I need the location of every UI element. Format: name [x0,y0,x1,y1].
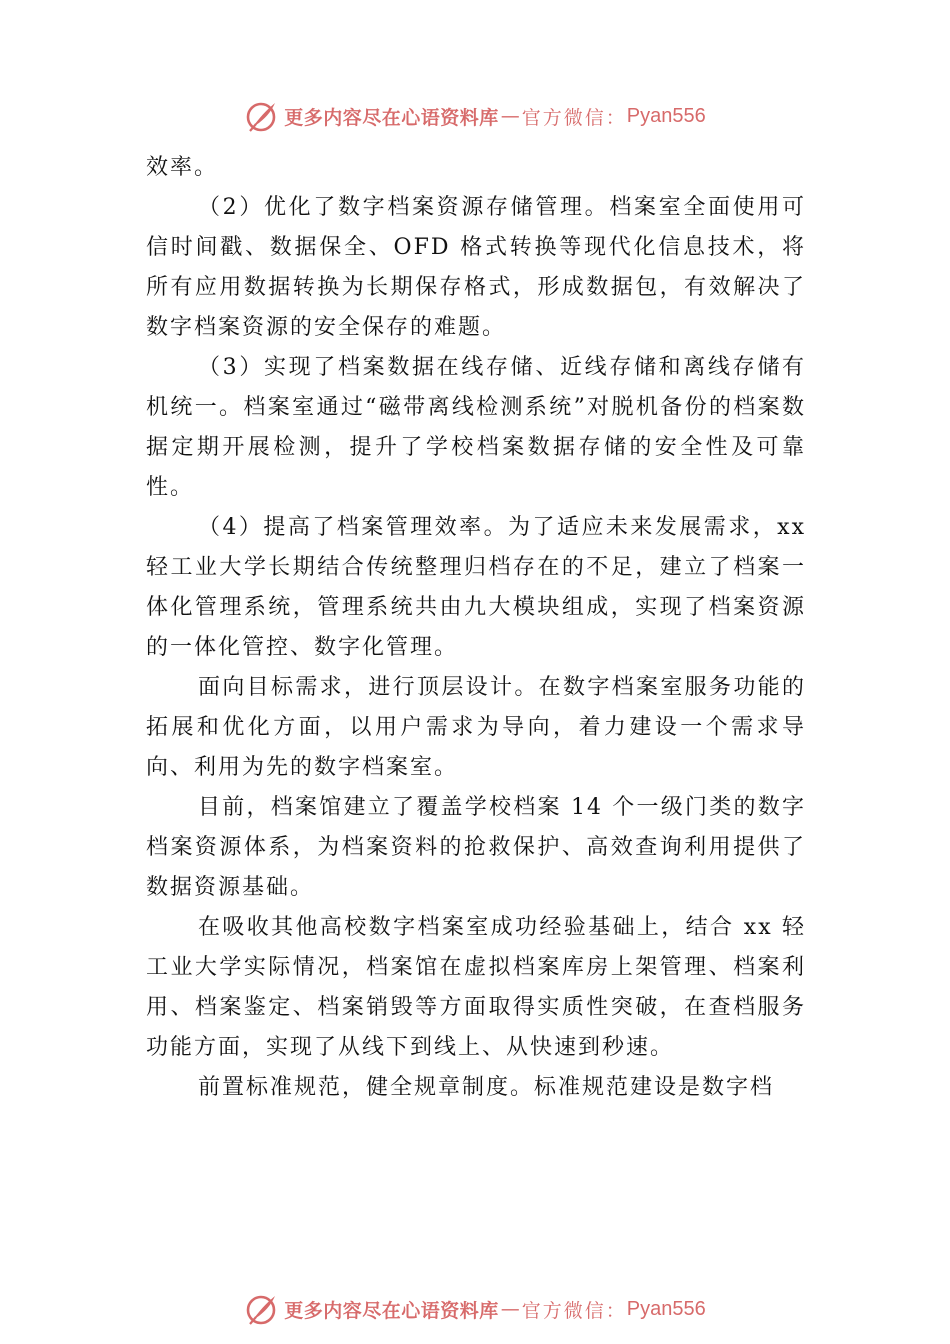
paragraph-7: 前置标准规范，健全规章制度。标准规范建设是数字档 [198,1075,775,1100]
watermark-handle: Pyan556 [626,1297,706,1320]
watermark-separator: — [500,105,520,127]
watermark-handle: Pyan556 [626,104,706,127]
watermark-text: 更多内容尽在心语资料库 [284,1299,499,1322]
quill-pen-circle-icon [244,1291,280,1327]
watermark-text: 更多内容尽在心语资料库 [284,106,499,129]
footer-watermark [0,1289,950,1329]
watermark-label: 官方微信： [521,106,627,129]
watermark-label: 官方微信： [521,1299,627,1322]
header-watermark [0,96,950,136]
paragraph-3: （4）提高了档案管理效率。为了适应未来发展需求，xx 轻工业大学长期结合传统整理归档存在的不足，建立了档案一体化管理系统，管理系统共由九大模块组成，实现了档案资源的一体化管控、数字化管理。 [146,515,806,660]
paragraph-2: （3）实现了档案数据在线存储、近线存储和离线存储有机统一。档案室通过“磁带离线检测系统”对脱机备份的档案数据定期开展检测，提升了学校档案数据存储的安全性及可靠性。 [146,355,806,500]
paragraph-4: 面向目标需求，进行顶层设计。在数字档案室服务功能的拓展和优化方面，以用户需求为导向，着力建设一个需求导向、利用为先的数字档案室。 [146,675,806,780]
paragraph-1: （2）优化了数字档案资源存储管理。档案室全面使用可信时间戳、数据保全、OFD 格式转换等现代化信息技术，将所有应用数据转换为长期保存格式，形成数据包，有效解决了数字档案资源的安全保存的难题。 [146,195,806,340]
watermark-separator: — [500,1298,520,1320]
quill-pen-circle-icon [244,98,280,134]
paragraph-5: 目前，档案馆建立了覆盖学校档案 14 个一级门类的数字档案资源体系，为档案资料的抢救保护、高效查询利用提供了数据资源基础。 [146,795,806,900]
paragraph-6: 在吸收其他高校数字档案室成功经验基础上，结合 xx 轻工业大学实际情况，档案馆在虚拟档案库房上架管理、档案利用、档案鉴定、档案销毁等方面取得实质性突破，在查档服务功能方面，实现了从线下到线上、从快速到秒速。 [146,915,806,1060]
paragraph-0: 效率。 [146,155,219,180]
document-body [146,148,806,1108]
